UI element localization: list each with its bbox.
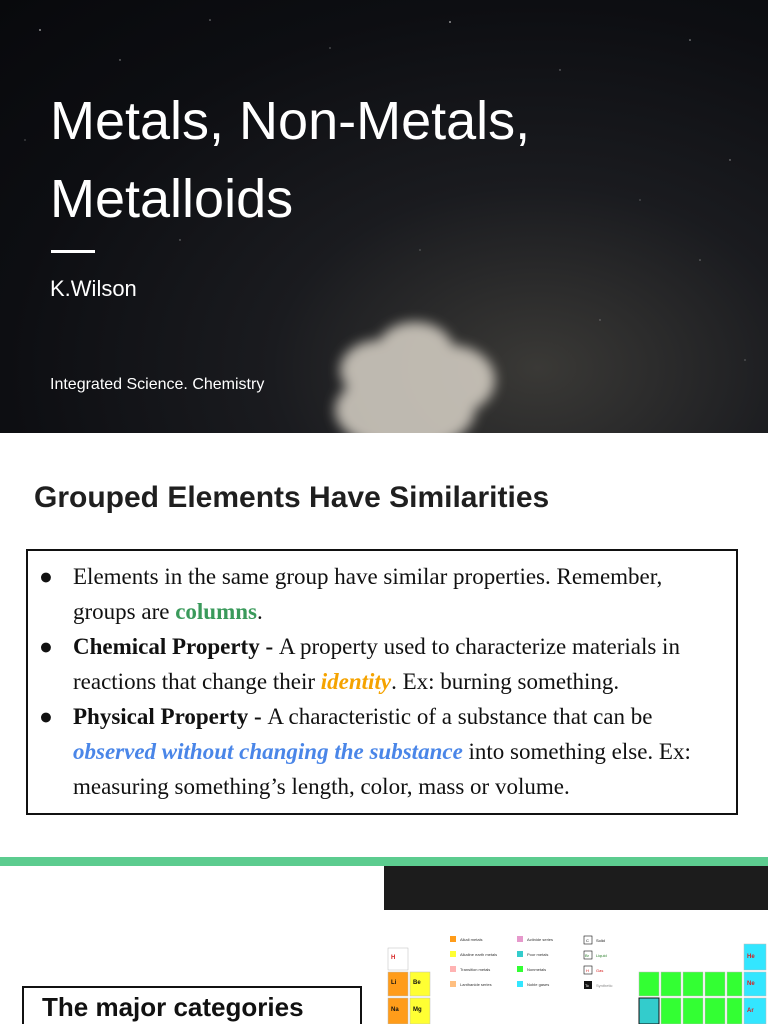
state-sym-liquid: Br	[585, 953, 589, 958]
slide-divider	[0, 857, 768, 866]
legend-poor: Poor metals	[527, 952, 549, 957]
element-cell	[639, 998, 659, 1024]
element-cell	[639, 972, 659, 996]
title-line-2: Metalloids	[50, 169, 294, 229]
state-label-synthetic: Synthetic	[596, 983, 613, 988]
legend-actinide: Actinide series	[527, 937, 554, 942]
highlight-observed: observed without changing the substance	[73, 739, 463, 764]
highlight-identity: identity	[320, 669, 392, 694]
element-cell	[683, 998, 703, 1024]
categories-slide	[0, 866, 768, 1024]
bullet-item	[39, 699, 726, 804]
term-physical-property: Physical Property -	[73, 704, 268, 729]
legend-noble: Noble gases	[527, 982, 550, 987]
bullet-text: A property used to characterize materials in reactions that change their	[73, 634, 680, 694]
element-symbol: Be	[413, 980, 421, 986]
title-line-1: Metals, Non-Metals,	[50, 91, 531, 151]
legend-swatch-nonmetal	[517, 966, 523, 972]
bullet-text: A characteristic of a substance that can be	[267, 704, 653, 729]
legend-nonmetal: Nonmetals	[527, 967, 547, 972]
bullet-text: Elements in the same group have similar properties. Remember, groups are	[73, 564, 663, 624]
bullet-text: into something else. Ex: measuring something’s length, color, mass or volume.	[73, 739, 691, 799]
state-sym-solid: C	[586, 938, 589, 943]
slide-title	[50, 82, 730, 238]
element-symbol: Ne	[747, 981, 755, 987]
legend-transition: Transition metals	[460, 967, 491, 972]
bullet-box	[26, 549, 738, 815]
slide-heading: Grouped Elements Have Similarities	[34, 481, 550, 514]
bullet-text: . Ex: burning something.	[391, 669, 620, 694]
element-cell	[727, 998, 742, 1024]
state-label-solid: Solid	[596, 938, 605, 943]
element-symbol: He	[747, 954, 755, 960]
bullet-list	[28, 551, 736, 804]
title-divider	[51, 250, 95, 253]
cloud-image	[300, 300, 520, 433]
element-cell	[705, 998, 725, 1024]
element-symbol: H	[391, 955, 396, 961]
element-cell	[661, 972, 681, 996]
state-sym-synthetic: Tc	[585, 983, 589, 988]
element-cell	[705, 972, 725, 996]
legend-lanthanide: Lanthanide series	[460, 982, 492, 987]
bullet-dot-icon: ●	[39, 564, 53, 589]
state-sym-gas: H	[586, 968, 589, 973]
bullet-text: .	[256, 599, 263, 624]
element-cell	[661, 998, 681, 1024]
categories-title-box	[22, 986, 362, 1024]
periodic-table-image	[384, 866, 768, 1024]
element-cell	[683, 972, 703, 996]
legend-swatch-actinide	[517, 936, 523, 942]
legend-swatch-alkaline	[450, 951, 456, 957]
legend-swatch-transition	[450, 966, 456, 972]
highlight-columns: columns	[175, 599, 257, 624]
author-name: K.Wilson	[50, 276, 137, 301]
legend-alkaline: Alkaline earth metals	[460, 952, 498, 957]
legend-swatch-noble	[517, 981, 523, 987]
bullet-item	[39, 559, 726, 629]
element-symbol: Na	[391, 1007, 399, 1013]
image-header-bar	[384, 866, 768, 910]
bullet-dot-icon: ●	[39, 704, 53, 729]
term-chemical-property: Chemical Property -	[73, 634, 279, 659]
similarities-slide	[0, 433, 768, 857]
element-symbol: Ar	[747, 1008, 754, 1014]
element-symbol: Li	[391, 980, 397, 986]
legend-swatch-alkali	[450, 936, 456, 942]
element-symbol: Mg	[413, 1007, 422, 1013]
element-cell	[727, 972, 742, 996]
bullet-item	[39, 629, 726, 699]
legend-alkali: Alkali metals	[460, 937, 483, 942]
title-slide	[0, 0, 768, 433]
state-label-gas: Gas	[596, 968, 604, 973]
state-label-liquid: Liquid	[596, 953, 607, 958]
categories-title: The major categories	[42, 992, 304, 1022]
legend-swatch-poor	[517, 951, 523, 957]
subject-line: Integrated Science. Chemistry	[50, 376, 265, 393]
bullet-dot-icon: ●	[39, 634, 53, 659]
legend-swatch-lanthanide	[450, 981, 456, 987]
